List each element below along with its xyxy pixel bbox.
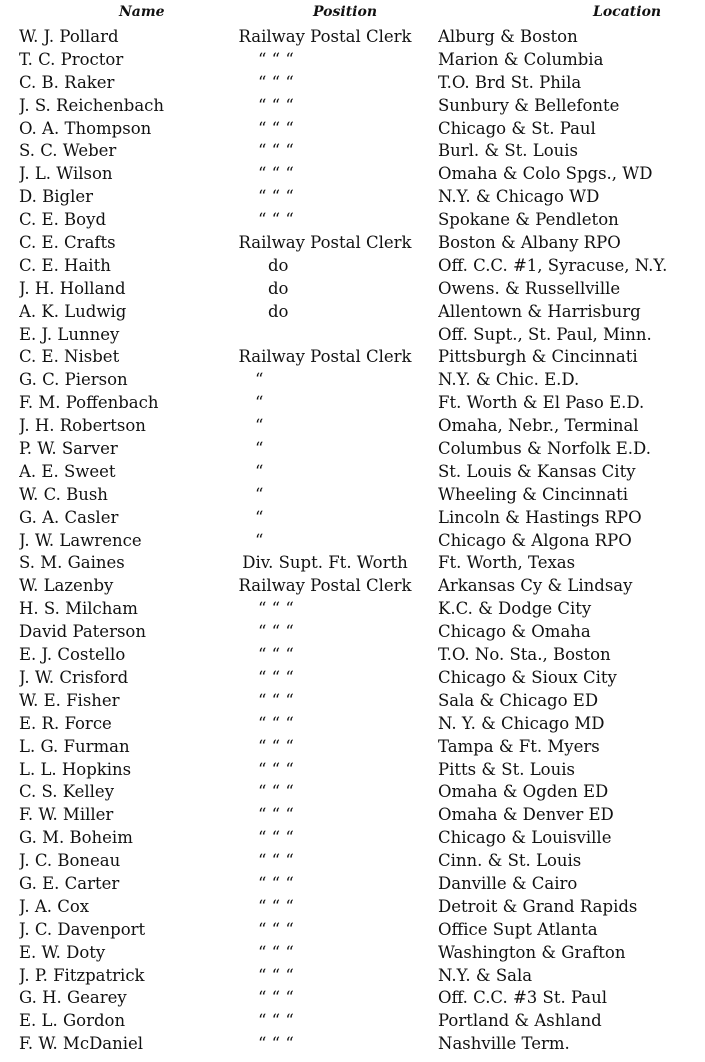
person-name: J. C. Davenport (19, 919, 146, 939)
position-title: “ “ “ (258, 736, 294, 756)
position-title: “ “ “ (258, 851, 294, 871)
position-title: Div. Supt. Ft. Worth (242, 553, 408, 573)
person-name: C. E. Crafts (19, 233, 116, 253)
location-text: N.Y. & Chicago WD (438, 187, 600, 207)
position-column-header: Position (313, 4, 377, 20)
location-text: Omaha & Denver ED (438, 805, 614, 825)
person-name: C. E. Nisbet (19, 347, 120, 367)
location-text: Sunbury & Bellefonte (438, 95, 620, 115)
position-title: “ “ “ (258, 919, 294, 939)
position-title: do (268, 255, 289, 275)
location-text: Marion & Columbia (438, 49, 604, 69)
location-text: N.Y. & Sala (438, 965, 533, 985)
person-name: W. Lazenby (19, 576, 114, 596)
location-text: T.O. No. Sta., Boston (438, 645, 611, 665)
roster-row (0, 644, 705, 667)
roster-row (0, 690, 705, 713)
position-title: “ “ “ (258, 95, 294, 115)
roster-row (0, 95, 705, 118)
roster-row (0, 942, 705, 965)
position-title: “ (255, 461, 264, 481)
roster-row (0, 850, 705, 873)
roster-row (0, 369, 705, 392)
location-text: Chicago & Omaha (438, 622, 591, 642)
roster-row (0, 278, 705, 301)
position-title: “ “ “ (258, 187, 294, 207)
person-name: E. L. Gordon (19, 1011, 126, 1031)
person-name: P. W. Sarver (19, 439, 118, 459)
location-text: Lincoln & Hastings RPO (438, 507, 642, 527)
person-name: C. E. Boyd (19, 210, 107, 230)
location-text: Omaha & Ogden ED (438, 782, 609, 802)
location-text: T.O. Brd St. Phila (438, 72, 582, 92)
person-name: W. E. Fisher (19, 690, 120, 710)
roster-row (0, 827, 705, 850)
roster-row (0, 49, 705, 72)
person-name: J. C. Boneau (19, 851, 121, 871)
person-name: D. Bigler (19, 187, 94, 207)
roster-row (0, 713, 705, 736)
roster-row (0, 209, 705, 232)
location-text: K.C. & Dodge City (438, 599, 592, 619)
position-title: “ “ “ (258, 965, 294, 985)
roster-row (0, 804, 705, 827)
roster-row (0, 919, 705, 942)
roster-row (0, 896, 705, 919)
roster-row (0, 72, 705, 95)
roster-row (0, 301, 705, 324)
position-title: “ (255, 507, 264, 527)
person-name: E. R. Force (19, 713, 112, 733)
position-title: “ “ “ (258, 942, 294, 962)
position-title: “ “ “ (258, 164, 294, 184)
position-title: “ (255, 393, 264, 413)
roster-row (0, 484, 705, 507)
roster-row (0, 415, 705, 438)
person-name: F. M. Poffenbach (19, 393, 159, 413)
position-title: “ “ “ (258, 49, 294, 69)
person-name: O. A. Thompson (19, 118, 152, 138)
person-name: G. C. Pierson (19, 370, 128, 390)
location-text: Cinn. & St. Louis (438, 851, 582, 871)
position-title: “ “ “ (258, 988, 294, 1008)
person-name: C. B. Raker (19, 72, 115, 92)
person-name: J. W. Crisford (19, 667, 129, 687)
person-name: J. A. Cox (19, 896, 90, 916)
position-title: “ “ “ (258, 828, 294, 848)
person-name: C. S. Kelley (19, 782, 115, 802)
position-title: “ “ “ (258, 599, 294, 619)
person-name: A. E. Sweet (19, 461, 116, 481)
roster-row (0, 392, 705, 415)
position-title: “ “ “ (258, 141, 294, 161)
location-text: Ft. Worth, Texas (438, 553, 576, 573)
location-text: Chicago & Sioux City (438, 667, 617, 687)
roster-row (0, 552, 705, 575)
location-text: Off. C.C. #3 St. Paul (438, 988, 608, 1008)
location-text: Chicago & Algona RPO (438, 530, 632, 550)
location-text: Omaha, Nebr., Terminal (438, 416, 639, 436)
location-text: Burl. & St. Louis (438, 141, 579, 161)
location-text: Pitts & St. Louis (438, 759, 575, 779)
person-name: S. M. Gaines (19, 553, 125, 573)
person-name: J. S. Reichenbach (19, 95, 165, 115)
person-name: L. L. Hopkins (19, 759, 132, 779)
name-column-header: Name (119, 4, 165, 20)
roster-row (0, 873, 705, 896)
roster-row (0, 598, 705, 621)
person-name: C. E. Haith (19, 255, 111, 275)
location-text: Wheeling & Cincinnati (438, 484, 629, 504)
roster-row (0, 759, 705, 782)
roster-row (0, 1010, 705, 1033)
roster-row (0, 987, 705, 1010)
location-text: N.Y. & Chic. E.D. (438, 370, 580, 390)
position-title: “ (255, 484, 264, 504)
location-text: Nashville Term. (438, 1034, 570, 1054)
person-name: E. W. Doty (19, 942, 106, 962)
roster-row (0, 736, 705, 759)
person-name: E. J. Lunney (19, 324, 120, 344)
location-text: Allentown & Harrisburg (438, 301, 641, 321)
person-name: J. H. Holland (19, 278, 126, 298)
person-name: J. L. Wilson (19, 164, 113, 184)
position-title: “ (255, 439, 264, 459)
column-headers (0, 4, 705, 24)
position-title: Railway Postal Clerk (238, 27, 412, 46)
position-title: “ “ “ (258, 759, 294, 779)
location-text: Detroit & Grand Rapids (438, 896, 638, 916)
roster-list (0, 26, 705, 1056)
position-title: “ “ “ (258, 622, 294, 642)
location-text: Tampa & Ft. Myers (438, 736, 600, 756)
person-name: S. C. Weber (19, 141, 117, 161)
position-title: “ “ “ (258, 782, 294, 802)
position-title: do (268, 301, 289, 321)
location-text: Omaha & Colo Spgs., WD (438, 164, 653, 184)
roster-row (0, 965, 705, 988)
roster-row (0, 232, 705, 255)
location-text: Spokane & Pendleton (438, 210, 619, 230)
position-title: “ “ “ (258, 896, 294, 916)
roster-row (0, 781, 705, 804)
position-title: “ “ “ (258, 667, 294, 687)
location-text: Chicago & Louisville (438, 828, 612, 848)
position-title: “ “ “ (258, 690, 294, 710)
position-title: Railway Postal Clerk (238, 233, 412, 253)
roster-row (0, 346, 705, 369)
location-text: Arkansas Cy & Lindsay (438, 576, 633, 596)
roster-row (0, 461, 705, 484)
location-text: Washington & Grafton (438, 942, 626, 962)
location-text: Columbus & Norfolk E.D. (438, 439, 651, 459)
person-name: G. E. Carter (19, 873, 120, 893)
location-text: Alburg & Boston (438, 27, 578, 46)
position-title: Railway Postal Clerk (238, 576, 412, 596)
location-text: Off. C.C. #1, Syracuse, N.Y. (438, 255, 668, 275)
location-text: Danville & Cairo (438, 873, 578, 893)
person-name: J. W. Lawrence (19, 530, 142, 550)
person-name: L. G. Furman (19, 736, 130, 756)
position-title: “ (255, 530, 264, 550)
roster-row (0, 1033, 705, 1056)
location-text: Owens. & Russellville (438, 278, 621, 298)
position-title: “ (255, 416, 264, 436)
location-column-header: Location (593, 4, 662, 20)
roster-row (0, 163, 705, 186)
person-name: H. S. Milcham (19, 599, 138, 619)
roster-row (0, 26, 705, 49)
position-title: “ “ “ (258, 713, 294, 733)
location-text: Pittsburgh & Cincinnati (438, 347, 638, 367)
location-text: Chicago & St. Paul (438, 118, 596, 138)
location-text: Sala & Chicago ED (438, 690, 599, 710)
person-name: J. P. Fitzpatrick (19, 965, 145, 985)
roster-row (0, 530, 705, 553)
roster-row (0, 667, 705, 690)
roster-row (0, 255, 705, 278)
person-name: J. H. Robertson (19, 416, 146, 436)
position-title: “ “ “ (258, 645, 294, 665)
person-name: G. A. Casler (19, 507, 119, 527)
location-text: Boston & Albany RPO (438, 233, 621, 253)
person-name: G. H. Gearey (19, 988, 127, 1008)
person-name: A. K. Ludwig (19, 301, 127, 321)
position-title: “ “ “ (258, 805, 294, 825)
position-title: “ “ “ (258, 72, 294, 92)
roster-row (0, 621, 705, 644)
roster-row (0, 575, 705, 598)
location-text: Ft. Worth & El Paso E.D. (438, 393, 645, 413)
person-name: E. J. Costello (19, 645, 126, 665)
location-text: St. Louis & Kansas City (438, 461, 636, 481)
person-name: W. J. Pollard (19, 27, 119, 46)
roster-row (0, 507, 705, 530)
location-text: N. Y. & Chicago MD (438, 713, 605, 733)
position-title: do (268, 278, 289, 298)
roster-row (0, 438, 705, 461)
roster-row (0, 140, 705, 163)
person-name: F. W. McDaniel (19, 1034, 144, 1054)
position-title: Railway Postal Clerk (238, 347, 412, 367)
position-title: “ “ “ (258, 1034, 294, 1054)
location-text: Portland & Ashland (438, 1011, 602, 1031)
position-title: “ (255, 370, 264, 390)
position-title: “ “ “ (258, 118, 294, 138)
roster-row (0, 118, 705, 141)
position-title: “ “ “ (258, 1011, 294, 1031)
person-name: G. M. Boheim (19, 828, 133, 848)
location-text: Office Supt Atlanta (438, 919, 598, 939)
position-title: “ “ “ (258, 210, 294, 230)
person-name: David Paterson (19, 622, 146, 642)
person-name: W. C. Bush (19, 484, 108, 504)
roster-row (0, 324, 705, 347)
person-name: F. W. Miller (19, 805, 114, 825)
roster-row (0, 186, 705, 209)
location-text: Off. Supt., St. Paul, Minn. (438, 324, 652, 344)
position-title: “ “ “ (258, 873, 294, 893)
person-name: T. C. Proctor (19, 49, 124, 69)
